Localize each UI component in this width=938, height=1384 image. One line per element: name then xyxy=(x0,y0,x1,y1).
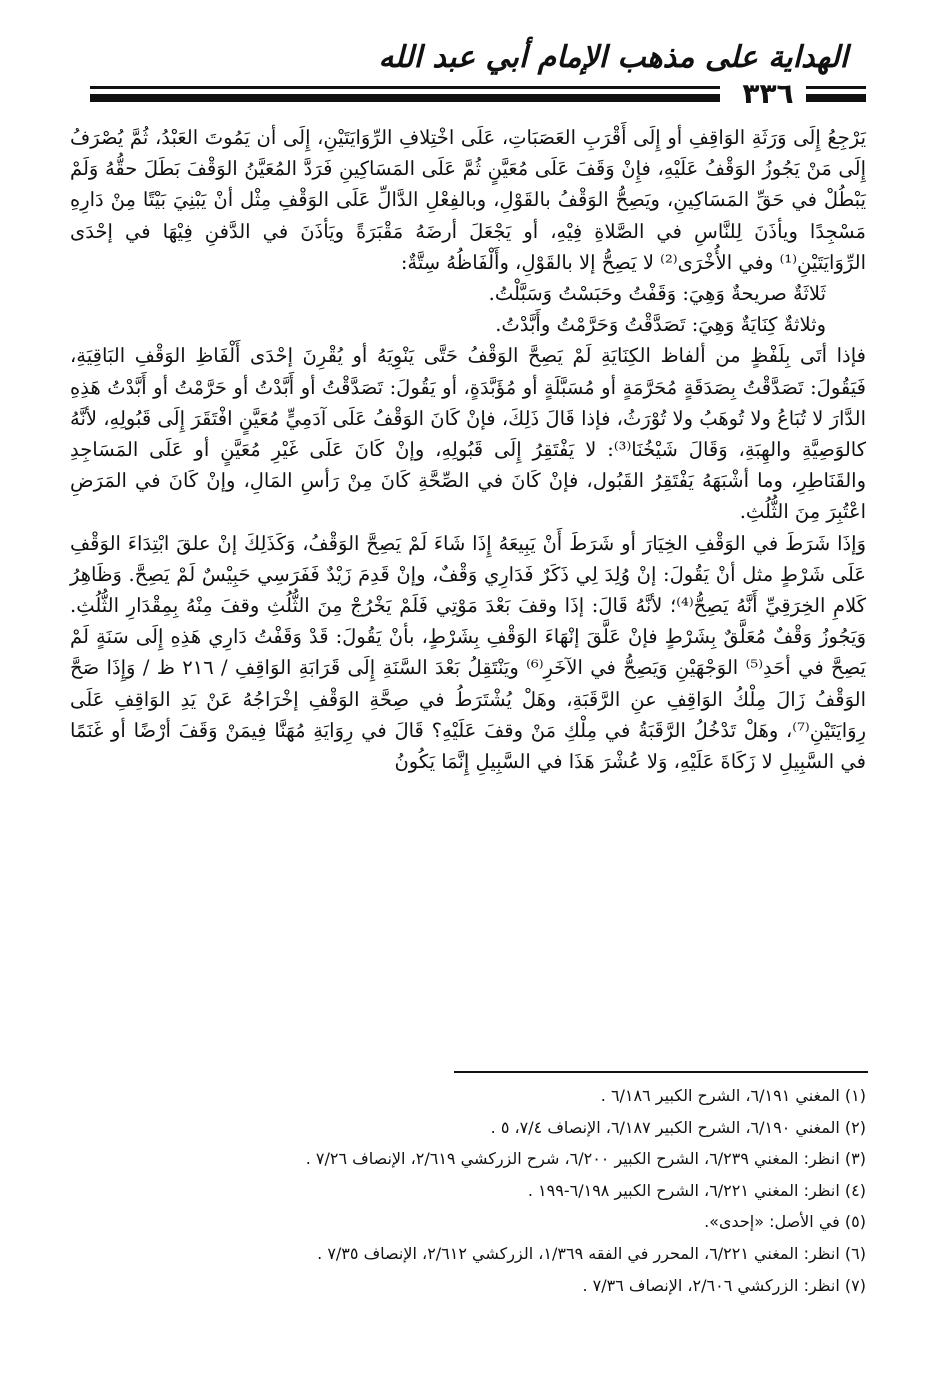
paragraph: وَإذَا شَرَطَ في الوَقْفِ الخِيَارَ أو شَرَطَ أَنْ يَبِيعَهُ إِذَا شَاءَ لَمْ يَصِحَّ الوَقْفُ، وَكَذَلِكَ إنْ علقَ ابْتِدَاءَ الوَقْفِ عَلَى شَرْطٍ مثل أنْ يَقُولَ: إنْ وُلِدَ لِي ذَكَرٌ فَدَارِي وَقْفٌ، وإنْ قَدِمَ زَيْدٌ فَفَرَسِي حَبِيْسٌ لَمْ يَصِحَّ. وَظَاهِرُ كَلامِ الخِرَقِيِّ أَنَّهُ يَصِحُّ⁽⁴⁾؛ لأنَّهُ قَالَ: إذَا وقفَ بَعْدَ مَوْتِي فَلَمْ يَخْرُجْ مِنَ الثُّلُثِ وقفَ مِنْهُ بِمِقْدَارِ الثُّلُثِ. وَيَجُوزُ وَقْفٌ مُعَلَّقٌ بِشَرْطٍ فإنْ عَلَّقَ إنْهَاءَ الوَقْفِ بِشَرْطٍ، بأنْ يَقُولَ: قَدْ وَقَفْتُ دَارِي هَذِهِ إِلَى سَنَةٍ لَمْ يَصِحَّ في أحَدِ⁽⁵⁾ الوَجْهَيْنِ وَيَصِحُّ في الآخَرِ⁽⁶⁾ ويَنْتَقِلُ بَعْدَ السَّنَةِ إِلَى قَرَابَةِ الوَاقِفِ / ٢١٦ ظ / وَإِذَا صَحَّ الوَقْفُ زَالَ مِلْكُ الوَاقِفِ عنِ الرَّقَبَةِ، وهَلْ يُشْتَرَطُ في صِحَّةِ الوَقْفِ إخْرَاجُهُ عَنْ يَدِ الوَاقِفِ عَلَى رِوَايَتَيْنِ⁽⁷⁾، وهَلْ تَدْخُلُ الرَّقَبَةُ في مِلْكِ مَنْ وقفَ عَلَيْهِ؟ قَالَ في رِوَايَةِ مُهَنَّا فِيمَنْ وَقَفَ أرْضًا أو غَنَمًا في السَّبِيلِ لا زَكَاةَ عَلَيْهِ، وَلا عُشْرَ هَذَا في السَّبِيلِ إِنَّمَا يَكُونُ xyxy=(70,531,867,774)
footnote: (٥) في الأصل: «إحدى». xyxy=(704,1212,866,1232)
footnote-separator xyxy=(454,1071,868,1073)
footnote: (٤) انظر: المغني ٦/٢٢١، الشرح الكبير ٦/١٩٨-١٩٩ . xyxy=(527,1180,866,1200)
footnote: (٣) انظر: المغني ٦/٢٣٩، الشرح الكبير ٦/٢٠٠، شرح الزركشي ٢/٦١٩، الإنصاف ٧/٢٦ . xyxy=(305,1149,866,1169)
header-rule xyxy=(90,86,720,89)
paragraph: فإذا أتَى بِلَفْظٍ من ألفاظ الكِنَايَةِ لَمْ يَصِحَّ الوَقْفُ حَتَّى يَنْوِيَهُ أو يُقْرِنَ إحْدَى أَلْفَاظِ الوَقْفِ البَاقِيَةِ، فَيَقُولَ: تَصَدَّقْتُ بِصَدَقَةٍ مُحَرَّمَةٍ أو مُسَبَّلَةٍ أو مُؤَبَّدَةٍ، أو يَقُولَ: تَصَدَّقْتُ أو أَبَّدْتُ أو حَرَّمْتُ أو أَبَّدْتُ هَذِهِ الدَّارَ لا تُبَاعُ ولا تُوهَبُ ولا تُوْرَثُ، فإذا قَالَ ذَلِكَ، فإنْ كَانَ الوَقْفُ عَلَى آدَمِيٍّ مُعَيَّنٍ افْتَقَرَ إِلَى قَبُولِهِ، لأنَّهُ كالوَصِيَّةِ والهِبَةِ، وَقَالَ شَيْخُنَا⁽³⁾: لا يَفْتَقِرُ إِلَى قَبُولِهِ، وإنْ كَانَ عَلَى غَيْرِ مُعَيَّنٍ أو عَلَى المَسَاجِدِ والقَنَاطِرِ، وما أشْبَهَهُ يَفْتَقِرُ القَبُول، فإنْ كَانَ في الصِّحَّةِ كَانَ مِنْ رَأسِ المَالِ، وإنْ كَانَ في المَرَضِ اعْتُبِرَ مِنَ الثُّلُثِ. xyxy=(70,344,866,524)
header-rule-short xyxy=(806,86,866,89)
header-rule-short-thick xyxy=(806,94,866,102)
paragraph: يَرْجِعُ إِلَى وَرَثَةِ الوَاقِفِ أو إِلَى أَقْرَبِ العَصَبَاتِ، عَلَى اخْتِلافِ الرِّوَايَتَيْنِ، إِلَى أن يَمُوتَ العَبْدُ، ثُمَّ يُصْرَفُ إِلَى مَنْ يَجُوزُ الوَقْفُ عَلَيْهِ، فإِنْ وَقَفَ عَلَى مُعَيَّنٍ ثُمَّ عَلَى المَسَاكِينِ فَرَدَّ المُعَيَّنُ الوَقْفَ بَطَلَ حقُّهُ وَلَمْ يَبْطُلْ في حَقِّ المَسَاكِينِ، ويَصِحُّ الوَقْفُ بالقَوْلِ، وبالفِعْلِ الدَّالِّ عَلَى الوَقْفِ مِثْل أنْ يَبْنِيَ بَيْتًا مِنْ دَارِهِ مَسْجِدًا ويأذَنَ لِلنَّاسِ في الصَّلاةِ فِيْهِ، أو يَجْعَلَ أرضَهُ مَقْبَرَةً ويَأذَنَ في الدَّفنِ فِيْهَا في إحْدَى الرِّوَايَتَيْنِ⁽¹⁾ وفي الأُخْرَى⁽²⁾ لا يَصِحُّ إلا بالقَوْلِ، وأَلْفَاظُهُ سِتَّةٌ: xyxy=(70,126,866,274)
footnote: (١) المغني ٦/١٩١، الشرح الكبير ٦/١٨٦ . xyxy=(600,1086,866,1105)
header-rule-thick xyxy=(90,94,720,102)
footnote: (٦) انظر: المغني ٦/٢٢١، المحرر في الفقه ١/٣٦٩، الزركشي ٢/٦١٢، الإنصاف ٧/٣٥ . xyxy=(317,1243,866,1263)
footnote: (٧) انظر: الزركشي ٢/٦٠٦، الإنصاف ٧/٣٦ . xyxy=(582,1275,866,1295)
footnote: (٢) المغني ٦/١٩٠، الشرح الكبير ٦/١٨٧، الإنصاف ٧/٤، ٥ . xyxy=(490,1117,866,1137)
verse-line: ثَلاثَةٌ صريحةٌ وَهِيَ: وَقَفْتُ وحَبَسْتُ وَسَبَّلْتُ. xyxy=(488,282,826,306)
verse-line: وثلاثةٌ كِنَايَةٌ وَهِيَ: تَصَدَّقْتُ وَحَرَّمْتُ وأَبَّدْتُ. xyxy=(495,313,826,337)
main-text xyxy=(70,122,866,777)
page-number: ٣٣٦ xyxy=(742,77,794,110)
running-head: الهداية على مذهب الإمام أبي عبد الله xyxy=(378,40,848,75)
footnotes xyxy=(70,1080,866,1301)
